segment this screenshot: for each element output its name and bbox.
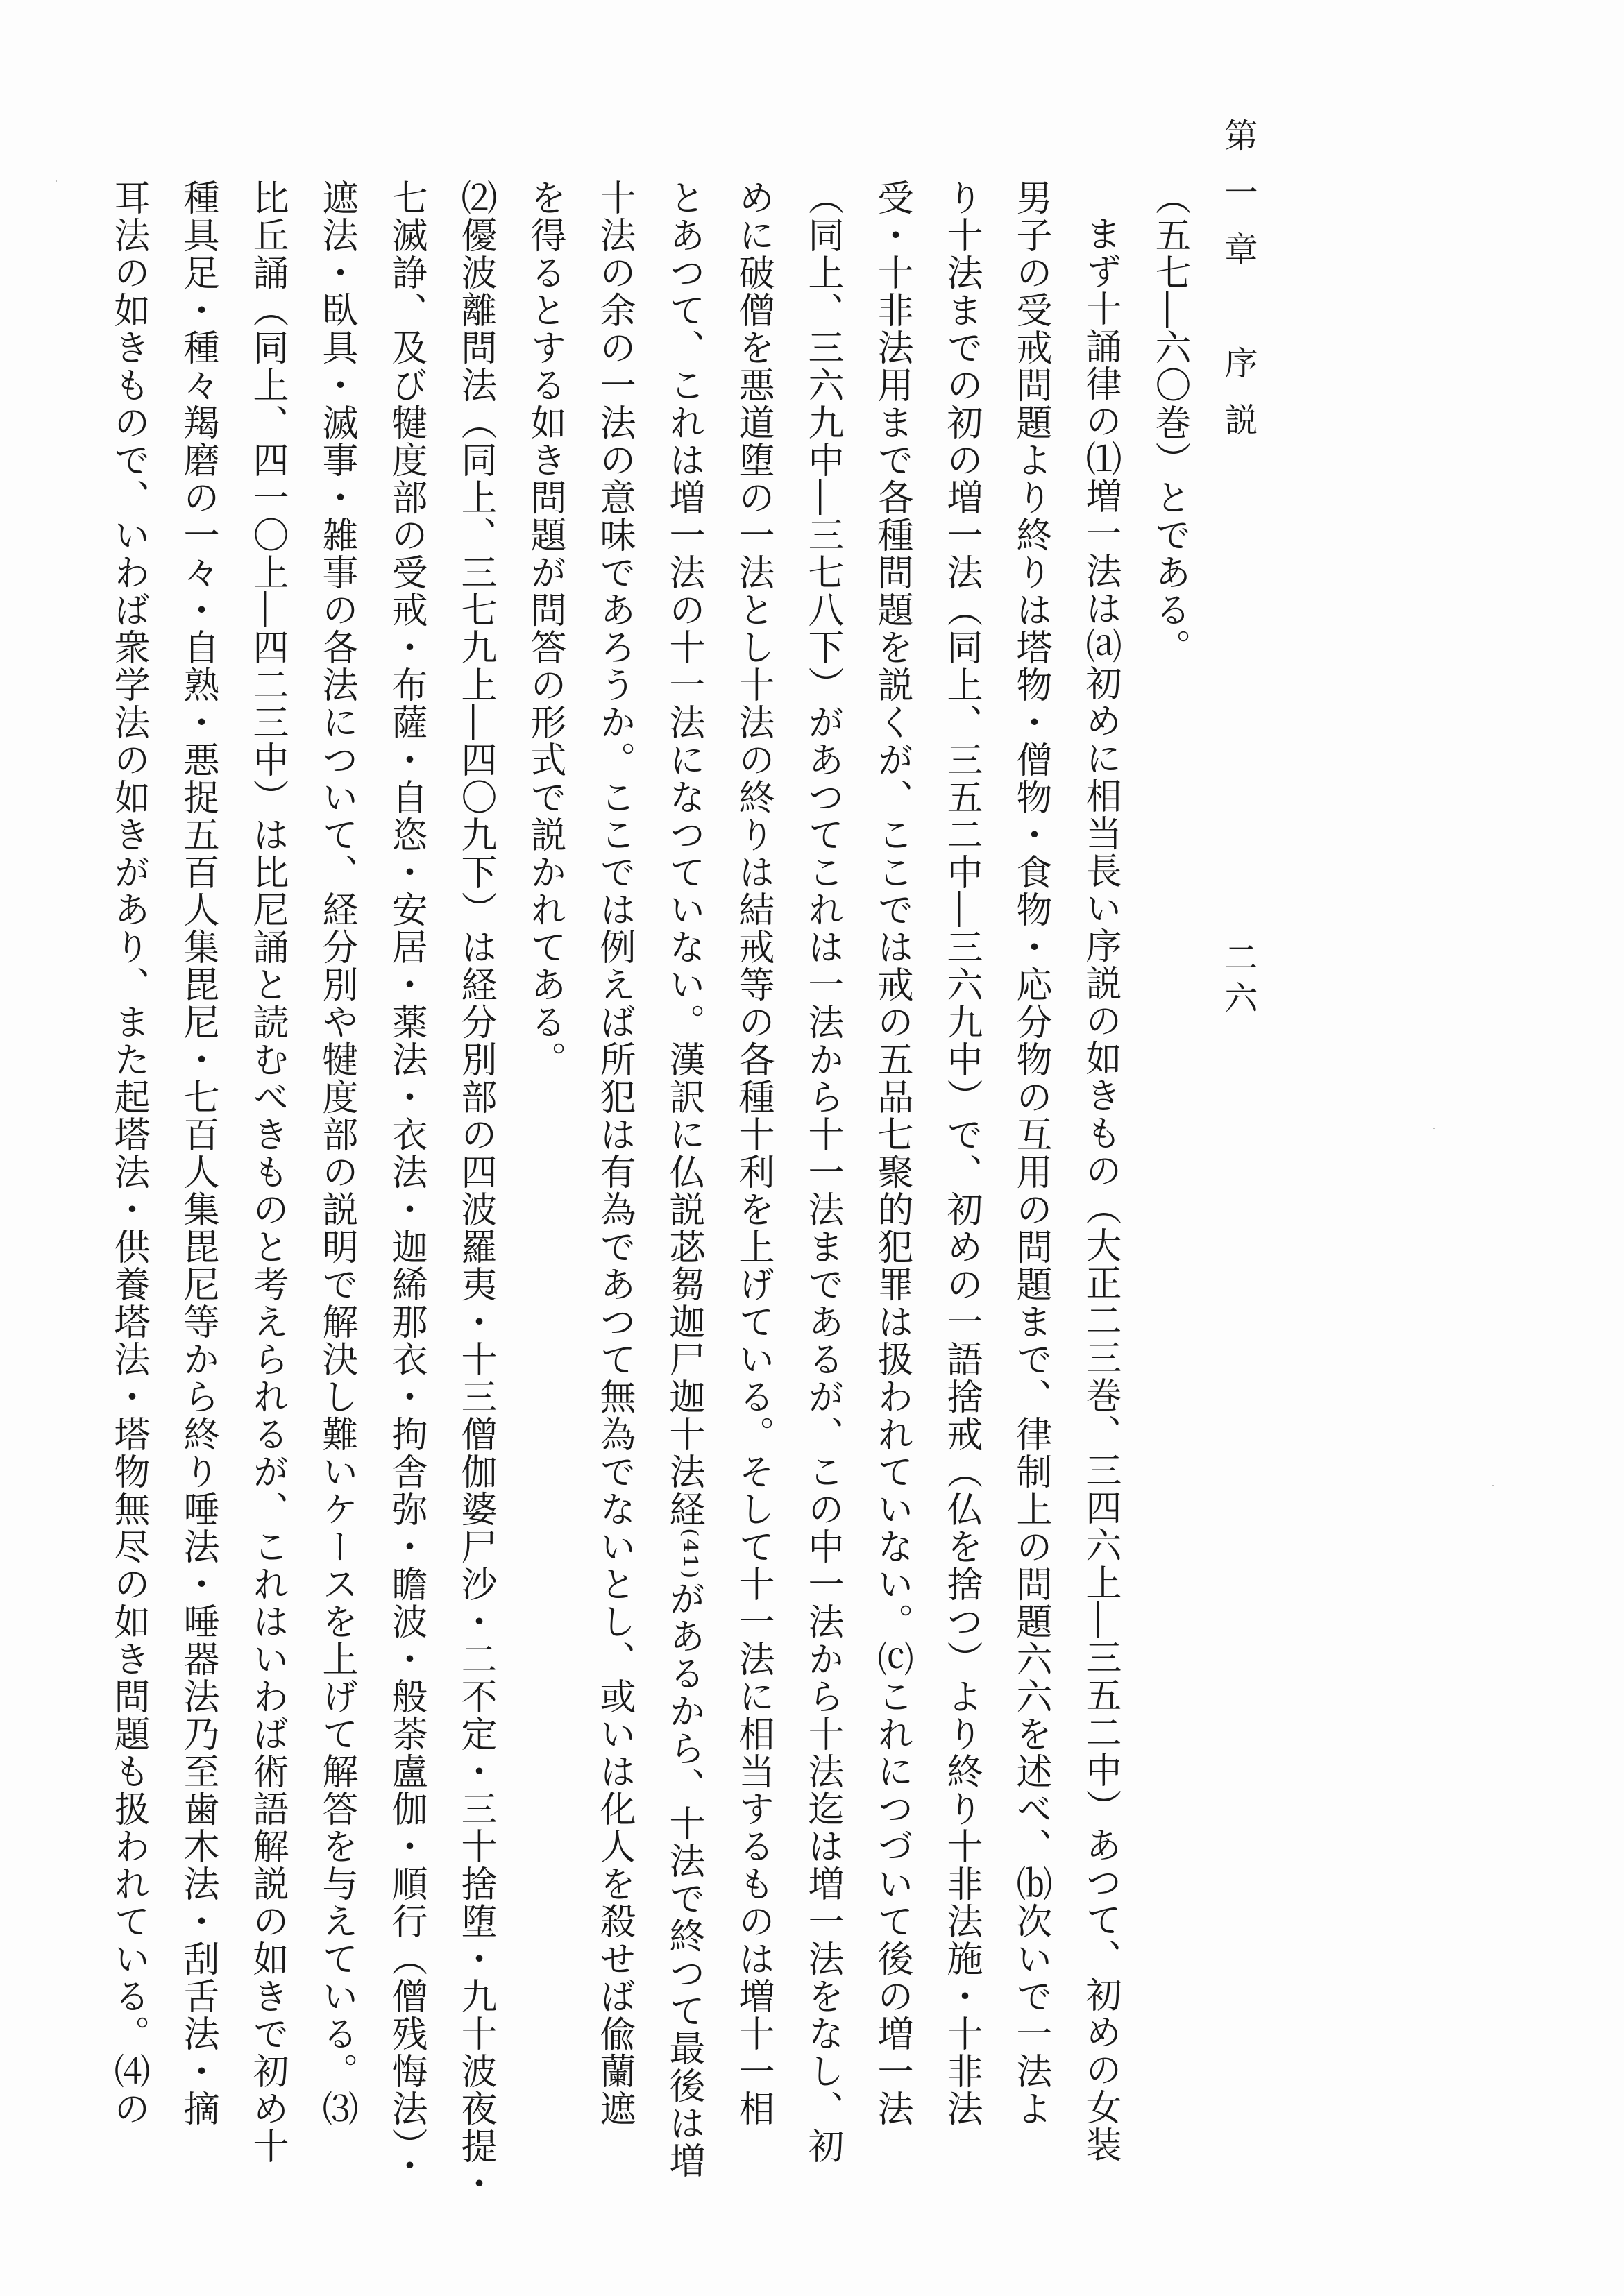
text-line: 耳法の如きもので、いわば衆学法の如きがあり、また起塔法・供養塔法・塔物無尽の如き問題も扱われている。⑷の (108, 179, 149, 2127)
text-line: 十法の余の一法の意味であろうか。ここでは例えば所犯は有為であつて無為でないとし、或いは化人を殺せば偸蘭遮 (593, 179, 635, 2127)
text-line: 比丘誦（同上、四一〇上―四二三中）は比尼誦と読むべきものと考えられるが、これはいわば術語解説の如きで初め十 (246, 179, 288, 2165)
text-line: ⑵優波離問法（同上、三七九上―四〇九下）は経分別部の四波羅夷・十三僧伽婆尸沙・二不定・三十捨堕・九十波夜提・ (455, 179, 496, 2202)
text-line: 七滅諍、及び犍度部の受戒・布薩・自恣・安居・薬法・衣法・迦絺那衣・拘舎弥・瞻波・般荼盧伽・順行（僧残悔法）・ (385, 179, 427, 2184)
text-line: を得るとする如き問題が問答の形式で説かれてある。 (524, 179, 566, 1078)
body-text-column-block (94, 179, 1204, 2202)
page-number: 二六 (1219, 940, 1258, 1021)
text-line: 男子の受戒問題より終りは塔物・僧物・食物・応分物の互用の問題まで、律制上の問題六六を述べ、⒝次いで一法よ (1010, 179, 1051, 2127)
scan-speck (1433, 1128, 1435, 1129)
text-line: （五七―六〇巻）とである。 (1149, 179, 1190, 666)
text-line: 種具足・種々羯磨の一々・自熟・悪捉五百人集毘尼・七百人集毘尼等から終り唾法・唾器法乃至歯木法・刮舌法・摘 (177, 179, 219, 2127)
text-line: 遮法・臥具・滅事・雑事の各法について、経分別や犍度部の説明で解決し難いケースを上げて解答を与えている。⑶ (316, 179, 357, 2127)
text-line: 受・十非法用まで各種問題を説くが、ここでは戒の五品七聚的犯罪は扱われていない。⒞これにつづいて後の増一法 (871, 179, 913, 2127)
chapter-title: 第一章 序説 (1219, 118, 1258, 459)
text-line: とあつて、これは増一法の十一法になつていない。漢訳に仏説苾芻迦尸迦十法経⁽⁴¹⁾があるから、十法で終つて最後は増 (663, 179, 704, 2180)
text-line: めに破僧を悪道堕の一法とし十法の終りは結戒等の各種十利を上げている。そして十一法に相当するものは増十一相 (732, 179, 774, 2127)
text-line: り十法までの初の増一法（同上、三五二中―三六九中）で、初めの一語捨戒（仏を捨つ）より終り十非法施・十非法 (940, 179, 982, 2127)
text-line: まず十誦律の⑴増一法は⒜初めに相当長い序説の如きもの（大正二三巻、三四六上―三五二中）あつて、初めの女装 (1079, 215, 1121, 2163)
scan-speck (1492, 1485, 1494, 1486)
text-line: （同上、三六九中―三七八下）があつてこれは一法から十一法まであるが、この中一法から十法迄は増一法をなし、初 (802, 179, 843, 2165)
scan-speck (56, 180, 57, 182)
